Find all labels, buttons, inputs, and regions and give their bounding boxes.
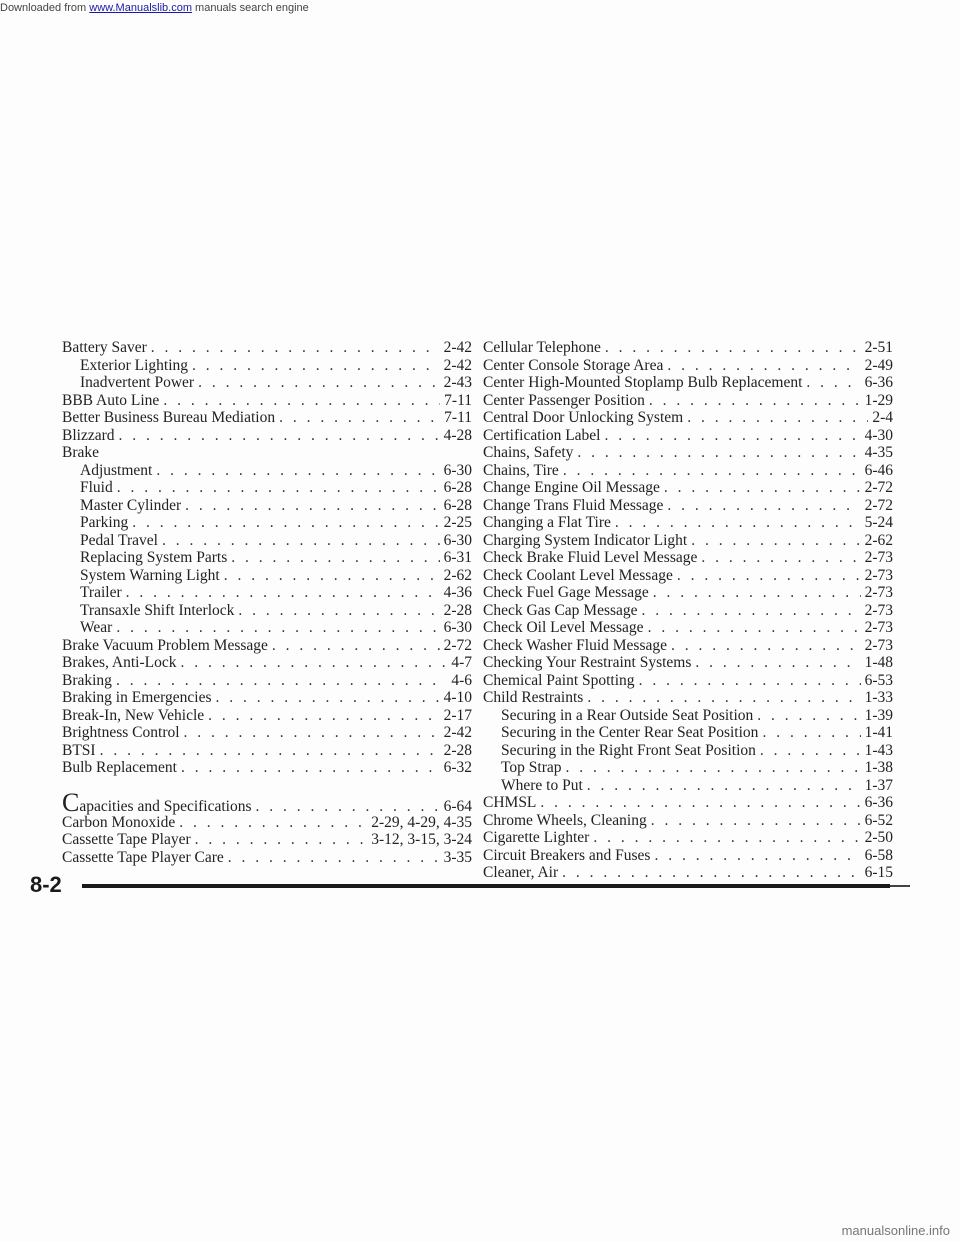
dot-leader — [272, 637, 440, 655]
index-entry[interactable] — [62, 814, 472, 832]
index-list-c — [62, 787, 472, 867]
header-suffix: manuals search engine — [191, 2, 309, 14]
index-entry[interactable] — [62, 427, 472, 445]
header-prefix: Downloaded from — [0, 2, 90, 14]
dot-leader — [119, 427, 440, 445]
index-page-ref: 6-58 — [864, 846, 893, 864]
index-entry[interactable] — [483, 409, 893, 427]
dot-leader — [605, 339, 861, 357]
index-entry[interactable] — [483, 724, 893, 742]
index-term: Securing in the Right Front Seat Position — [501, 741, 756, 759]
index-entry[interactable] — [62, 444, 472, 462]
index-term: BTSI — [62, 741, 96, 759]
index-term: Capacities and Specifications — [62, 787, 252, 817]
index-page-ref: 6-52 — [864, 811, 893, 829]
dot-leader — [762, 724, 860, 742]
index-page-ref: 2-72 — [443, 636, 472, 654]
dot-leader — [228, 849, 440, 867]
index-page-ref: 6-53 — [864, 671, 893, 689]
dot-leader — [664, 479, 861, 497]
index-entry[interactable] — [62, 637, 472, 655]
index-term: Check Gas Cap Message — [483, 601, 638, 619]
index-term: Certification Label — [483, 426, 601, 444]
dot-leader — [151, 339, 440, 357]
index-page-ref: 3-35 — [443, 848, 472, 866]
index-term: Check Coolant Level Message — [483, 566, 673, 584]
index-page-ref: 6-32 — [443, 759, 472, 776]
index-entry[interactable] — [483, 567, 893, 585]
index-entry[interactable] — [62, 759, 472, 777]
dot-leader — [701, 549, 860, 567]
index-term: Center High-Mounted Stoplamp Bulb Replacement — [483, 374, 803, 391]
dot-leader — [132, 514, 439, 532]
index-entry[interactable] — [62, 549, 472, 567]
index-list-c-continued — [483, 339, 893, 882]
index-page-ref: 4-30 — [864, 426, 893, 444]
index-list-b — [62, 339, 472, 777]
index-page-ref: 1-39 — [864, 706, 893, 724]
index-page-ref: 1-41 — [864, 724, 893, 741]
index-page-ref: 6-28 — [443, 479, 472, 496]
index-entry[interactable] — [62, 724, 472, 742]
index-term: Chrome Wheels, Cleaning — [483, 811, 647, 829]
index-page-ref: 2-43 — [443, 374, 472, 391]
index-page-ref: 6-46 — [864, 461, 893, 479]
footer-rule — [82, 884, 890, 888]
index-entry[interactable] — [62, 831, 472, 849]
index-entry[interactable] — [483, 444, 893, 462]
index-term: Inadvertent Power — [80, 374, 195, 391]
index-entry[interactable] — [483, 777, 893, 795]
index-term: Trailer — [80, 584, 122, 601]
index-entry[interactable] — [483, 672, 893, 690]
index-entry[interactable] — [62, 462, 472, 480]
index-term: Checking Your Restraint Systems — [483, 654, 692, 671]
index-entry[interactable] — [483, 479, 893, 497]
index-term: Center Passenger Position — [483, 391, 645, 409]
index-page-ref: 2-62 — [443, 566, 472, 584]
index-page-ref: 4-35 — [864, 444, 893, 461]
dot-leader — [642, 602, 861, 620]
index-entry[interactable] — [62, 654, 472, 672]
index-term: Bulb Replacement — [62, 759, 177, 776]
index-page-ref: 2-50 — [864, 829, 893, 846]
index-entry[interactable] — [483, 864, 893, 882]
index-entry[interactable] — [483, 427, 893, 445]
dot-leader — [639, 672, 861, 690]
section-gap — [62, 777, 472, 794]
dot-leader — [216, 689, 440, 707]
index-page-ref: 7-11 — [444, 409, 472, 426]
index-term: Top Strap — [501, 759, 562, 776]
index-entry[interactable] — [62, 742, 472, 760]
index-page-ref: 6-31 — [443, 549, 472, 566]
index-page-ref: 4-28 — [443, 426, 472, 444]
index-entry[interactable] — [62, 357, 472, 375]
index-term: Braking — [62, 671, 112, 689]
index-term: Brakes, Anti-Lock — [62, 654, 177, 671]
index-entry[interactable] — [62, 532, 472, 550]
index-term: CHMSL — [483, 794, 537, 811]
index-page-ref: 6-36 — [864, 374, 893, 391]
index-term: Brightness Control — [62, 724, 180, 741]
dot-leader — [279, 409, 440, 427]
index-term: Master Cylinder — [80, 496, 182, 514]
dot-leader — [691, 532, 860, 550]
dot-leader — [540, 794, 860, 812]
index-term: Changing a Flat Tire — [483, 514, 611, 531]
index-entry[interactable] — [62, 602, 472, 620]
dot-leader — [126, 584, 440, 602]
dot-leader — [687, 409, 868, 427]
page-number: 8-2 — [30, 872, 62, 897]
index-term: Child Restraints — [483, 689, 584, 706]
index-page-ref: 5-24 — [864, 514, 893, 531]
index-page-ref: 2-72 — [864, 479, 893, 496]
index-entry[interactable] — [62, 619, 472, 637]
index-term: Change Trans Fluid Message — [483, 496, 664, 514]
index-term: BBB Auto Line — [62, 391, 160, 409]
index-left-column — [62, 339, 472, 866]
index-term: Blizzard — [62, 426, 115, 444]
index-entry[interactable] — [483, 619, 893, 637]
index-term: Carbon Monoxide — [62, 813, 176, 831]
dot-leader — [757, 707, 860, 725]
index-page-ref: 1-43 — [864, 741, 893, 759]
index-term: Braking in Emergencies — [62, 689, 212, 706]
dot-leader — [162, 532, 440, 550]
dot-leader — [651, 812, 861, 830]
dot-leader — [593, 829, 860, 847]
index-term: Better Business Bureau Mediation — [62, 409, 276, 426]
dot-leader — [184, 724, 440, 742]
dot-leader — [653, 584, 861, 602]
index-entry[interactable] — [483, 689, 893, 707]
index-term: Pedal Travel — [80, 531, 158, 549]
index-entry[interactable] — [483, 392, 893, 410]
dot-leader — [677, 567, 861, 585]
index-entry[interactable] — [62, 787, 472, 817]
dot-leader — [181, 654, 448, 672]
index-term: Wear — [80, 619, 113, 636]
index-entry[interactable] — [62, 479, 472, 497]
index-entry[interactable] — [62, 584, 472, 602]
dot-leader — [806, 374, 860, 392]
index-page-ref: 2-42 — [443, 339, 472, 356]
index-page-ref: 6-30 — [443, 531, 472, 549]
index-term: Central Door Unlocking System — [483, 409, 684, 426]
index-entry[interactable] — [483, 794, 893, 812]
dot-leader — [667, 497, 860, 515]
dot-leader — [605, 427, 861, 445]
download-header — [0, 0, 960, 16]
index-term: System Warning Light — [80, 566, 220, 584]
index-page-ref: 1-38 — [864, 759, 893, 776]
index-page-ref: 2-29, 4-29, 4-35 — [371, 813, 472, 831]
index-page-ref: 4-6 — [451, 671, 472, 689]
index-term: Chains, Tire — [483, 461, 559, 479]
index-entry[interactable] — [62, 497, 472, 515]
index-entry[interactable] — [483, 532, 893, 550]
index-term: Brake Vacuum Problem Message — [62, 636, 268, 654]
dot-leader — [671, 637, 861, 655]
index-entry[interactable] — [483, 847, 893, 865]
index-entry[interactable] — [62, 374, 472, 392]
index-term: Cellular Telephone — [483, 339, 601, 356]
dot-leader — [195, 831, 368, 849]
dot-leader — [179, 814, 367, 832]
index-page-ref: 2-28 — [443, 741, 472, 759]
dot-leader — [695, 654, 860, 672]
index-page-ref: 6-30 — [443, 619, 472, 636]
dot-leader — [256, 798, 440, 816]
index-page-ref: 2-17 — [443, 706, 472, 724]
index-page-ref: 2-28 — [443, 601, 472, 619]
index-term: Cleaner, Air — [483, 864, 559, 881]
dot-leader — [654, 847, 860, 865]
index-page-ref: 1-33 — [864, 689, 893, 706]
index-page-ref: 3-12, 3-15, 3-24 — [371, 831, 472, 848]
dot-leader — [231, 549, 439, 567]
index-page-ref: 4-10 — [443, 689, 472, 706]
index-entry[interactable] — [62, 707, 472, 725]
index-term: Battery Saver — [62, 339, 147, 356]
index-page-ref: 2-73 — [864, 619, 893, 636]
index-page-ref: 1-29 — [864, 391, 893, 409]
index-entry[interactable] — [483, 654, 893, 672]
index-entry[interactable] — [483, 374, 893, 392]
watermark-url[interactable]: manualsonline.info — [841, 1223, 950, 1238]
dot-leader — [649, 392, 861, 410]
index-page-ref: 2-42 — [443, 356, 472, 374]
index-entry[interactable] — [483, 584, 893, 602]
dot-leader — [577, 444, 860, 462]
index-page-ref: 2-51 — [864, 339, 893, 356]
index-page-ref: 2-25 — [443, 514, 472, 531]
index-entry[interactable] — [483, 357, 893, 375]
dot-leader — [100, 742, 440, 760]
dot-leader — [185, 497, 439, 515]
dot-leader — [760, 742, 861, 760]
index-page-ref: 2-42 — [443, 724, 472, 741]
index-page-ref: 4-36 — [443, 584, 472, 601]
index-term: Securing in a Rear Outside Seat Position — [501, 706, 754, 724]
index-page-ref: 6-30 — [443, 461, 472, 479]
dot-leader — [117, 479, 440, 497]
index-term: Check Washer Fluid Message — [483, 636, 668, 654]
index-right-column — [483, 339, 893, 882]
dot-leader — [667, 357, 860, 375]
index-entry[interactable] — [483, 637, 893, 655]
index-entry[interactable] — [483, 759, 893, 777]
dot-leader — [565, 759, 860, 777]
index-term: Change Engine Oil Message — [483, 479, 660, 496]
index-term: Check Fuel Gage Message — [483, 584, 649, 601]
dot-leader — [163, 392, 440, 410]
index-term: Brake — [62, 444, 100, 461]
index-term: Adjustment — [80, 461, 153, 479]
dot-leader — [192, 357, 440, 375]
index-entry[interactable] — [62, 567, 472, 585]
index-entry[interactable] — [62, 672, 472, 690]
index-entry[interactable] — [483, 829, 893, 847]
index-page-ref: 2-49 — [864, 356, 893, 374]
index-term: Charging System Indicator Light — [483, 531, 688, 549]
index-term: Break-In, New Vehicle — [62, 706, 205, 724]
index-entry[interactable] — [62, 392, 472, 410]
index-page-ref: 6-64 — [443, 797, 472, 815]
index-term: Cassette Tape Player — [62, 831, 191, 848]
index-page-ref: 2-4 — [872, 409, 893, 426]
dot-leader — [587, 777, 861, 795]
dot-leader — [116, 672, 447, 690]
index-term: Check Brake Fluid Level Message — [483, 549, 698, 566]
index-entry[interactable] — [62, 409, 472, 427]
dot-leader — [156, 462, 439, 480]
index-entry[interactable] — [483, 339, 893, 357]
index-term: Transaxle Shift Interlock — [80, 601, 235, 619]
dot-leader — [648, 619, 861, 637]
index-entry[interactable] — [62, 514, 472, 532]
index-entry[interactable] — [483, 602, 893, 620]
index-entry[interactable] — [62, 849, 472, 867]
index-term: Check Oil Level Message — [483, 619, 644, 636]
index-entry[interactable] — [483, 462, 893, 480]
dot-leader — [587, 689, 860, 707]
index-entry[interactable] — [483, 549, 893, 567]
index-term: Cassette Tape Player Care — [62, 848, 224, 866]
index-entry[interactable] — [483, 514, 893, 532]
index-entry[interactable] — [62, 339, 472, 357]
index-term: Center Console Storage Area — [483, 356, 664, 374]
index-page-ref: 1-48 — [864, 654, 893, 671]
index-term: Chemical Paint Spotting — [483, 671, 635, 689]
index-page-ref: 2-72 — [864, 496, 893, 514]
index-page-ref: 2-62 — [864, 531, 893, 549]
index-entry[interactable] — [483, 497, 893, 515]
index-entry[interactable] — [483, 812, 893, 830]
index-page-ref: 6-15 — [864, 864, 893, 881]
index-page-ref: 2-73 — [864, 584, 893, 601]
index-page-ref: 7-11 — [444, 391, 472, 409]
index-page-ref: 2-73 — [864, 601, 893, 619]
index-page-ref: 6-36 — [864, 794, 893, 811]
dot-leader — [562, 864, 860, 882]
index-page-ref: 2-73 — [864, 636, 893, 654]
index-term: Where to Put — [501, 776, 583, 794]
index-term: Exterior Lighting — [80, 356, 189, 374]
index-page-ref: 6-28 — [443, 496, 472, 514]
index-entry[interactable] — [483, 742, 893, 760]
index-entry[interactable] — [62, 689, 472, 707]
dot-leader — [181, 759, 440, 777]
dot-leader — [615, 514, 861, 532]
index-term: Chains, Safety — [483, 444, 574, 461]
index-term: Parking — [80, 514, 129, 531]
index-page-ref: 2-73 — [864, 566, 893, 584]
index-page-ref: 4-7 — [451, 654, 472, 671]
dot-leader — [116, 619, 439, 637]
dot-leader — [563, 462, 861, 480]
dot-leader — [198, 374, 440, 392]
index-term: Circuit Breakers and Fuses — [483, 846, 651, 864]
index-term: Securing in the Center Rear Seat Position — [501, 724, 759, 741]
dot-leader — [238, 602, 439, 620]
index-page-ref: 1-37 — [864, 776, 893, 794]
index-term: Cigarette Lighter — [483, 829, 590, 846]
index-page-ref: 2-73 — [864, 549, 893, 566]
dot-leader — [208, 707, 439, 725]
index-entry[interactable] — [483, 707, 893, 725]
manualslib-link[interactable]: www.Manualslib.com — [89, 2, 192, 14]
dot-leader — [224, 567, 440, 585]
index-term: Fluid — [80, 479, 113, 496]
index-term: Replacing System Parts — [80, 549, 228, 566]
